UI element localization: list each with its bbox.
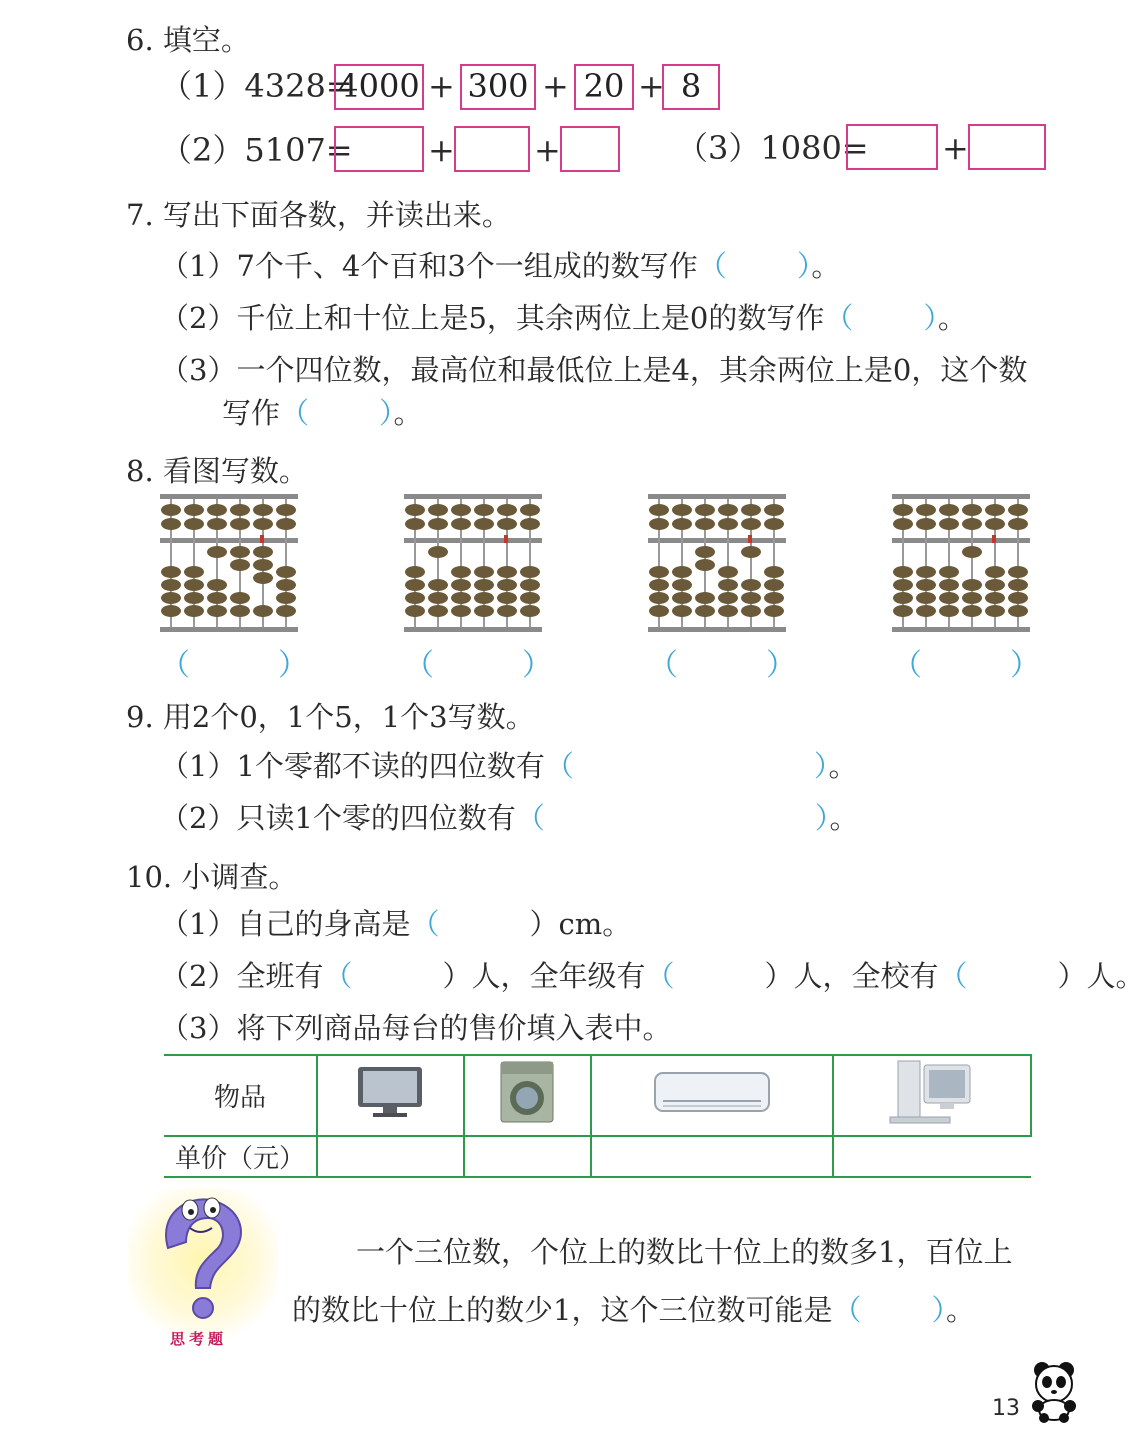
plus-sign: +	[542, 67, 569, 105]
q9-line-2: （2）只读1个零的四位数有（ ）。	[160, 801, 859, 835]
table-header-goods: 物品	[164, 1055, 317, 1136]
plus-sign: +	[428, 131, 455, 169]
tv-icon	[355, 1063, 425, 1121]
abacus-3	[648, 494, 786, 632]
price-cell-computer[interactable]	[833, 1136, 1031, 1177]
q6-p1-box-4[interactable]: 8	[662, 64, 720, 110]
q7-line-1: （1）7个千、4个百和3个一组成的数写作（ ）。	[160, 249, 841, 283]
computer-icon	[884, 1057, 980, 1127]
abacus-4-paren-close: ）	[1010, 648, 1040, 683]
air-conditioner-icon	[653, 1067, 771, 1117]
price-cell-aircon[interactable]	[591, 1136, 833, 1177]
q6-p2-box-1[interactable]	[334, 126, 424, 172]
think-badge: 思考题	[170, 1330, 228, 1348]
q7-title: 7. 写出下面各数，并读出来。	[126, 198, 511, 232]
q10-line-1: （1）自己的身高是（ ）cm。	[160, 907, 632, 941]
page-number: 13	[992, 1396, 1020, 1421]
abacus-4-paren-open: （	[892, 648, 922, 683]
goods-price-table	[164, 1054, 1032, 1178]
q6-p1-label: （1）4328=	[160, 67, 353, 105]
q7-line-2: （2）千位上和十位上是5，其余两位上是0的数写作（ ）。	[160, 301, 967, 335]
think-line-1: 一个三位数，个位上的数比十位上的数多1，百位上	[356, 1235, 1013, 1269]
abacus-3-paren-open: （	[648, 648, 678, 683]
q6-p2-box-2[interactable]	[454, 126, 530, 172]
q7-line-3a: （3）一个四位数，最高位和最低位上是4，其余两位上是0，这个数	[160, 353, 1028, 387]
plus-sign: +	[534, 131, 561, 169]
table-header-price: 单价（元）	[164, 1136, 317, 1177]
think-line-2: 的数比十位上的数少1，这个三位数可能是（ ）。	[292, 1293, 975, 1327]
q8-title: 8. 看图写数。	[126, 454, 308, 488]
q10-title: 10. 小调查。	[126, 860, 298, 894]
q6-p3-box-1[interactable]	[846, 124, 938, 170]
aircon-cell	[591, 1055, 833, 1136]
abacus-2-paren-close: ）	[522, 648, 552, 683]
plus-sign: +	[638, 67, 665, 105]
abacus-1-paren-close: ）	[278, 648, 308, 683]
q7-line-3b: 写作（ ）。	[222, 396, 423, 430]
abacus-1	[160, 494, 298, 632]
panda-icon	[1028, 1360, 1078, 1422]
price-cell-washer[interactable]	[464, 1136, 591, 1177]
plus-sign: +	[428, 67, 455, 105]
abacus-1-paren-open: （	[160, 648, 190, 683]
q10-line-3: （3）将下列商品每台的售价填入表中。	[160, 1011, 672, 1045]
tv-cell	[317, 1055, 464, 1136]
q6-p1-box-2[interactable]: 300	[460, 64, 536, 110]
abacus-3-paren-close: ）	[766, 648, 796, 683]
washing-machine-icon	[497, 1060, 557, 1124]
computer-cell	[833, 1055, 1031, 1136]
question-mark-icon	[128, 1188, 278, 1328]
abacus-4	[892, 494, 1030, 632]
price-cell-tv[interactable]	[317, 1136, 464, 1177]
think-mascot	[128, 1188, 278, 1350]
q6-p1-box-1[interactable]: 4000	[334, 64, 424, 110]
q6-title: 6. 填空。	[126, 23, 250, 57]
washer-cell	[464, 1055, 591, 1136]
q6-p3-label: （3）1080=	[676, 129, 869, 167]
abacus-2-paren-open: （	[404, 648, 434, 683]
q9-title: 9. 用2个0，1个5，1个3写数。	[126, 700, 535, 734]
q10-line-2: （2）全班有（ ）人，全年级有（ ）人，全校有（ ）人。	[160, 959, 1145, 993]
q9-line-1: （1）1个零都不读的四位数有（ ）。	[160, 749, 858, 783]
q6-p3-box-2[interactable]	[968, 124, 1046, 170]
plus-sign: +	[942, 129, 969, 167]
q6-p2-box-3[interactable]	[560, 126, 620, 172]
q6-p1-box-3[interactable]: 20	[574, 64, 634, 110]
abacus-2	[404, 494, 542, 632]
q6-p2-label: （2）5107=	[160, 131, 353, 169]
